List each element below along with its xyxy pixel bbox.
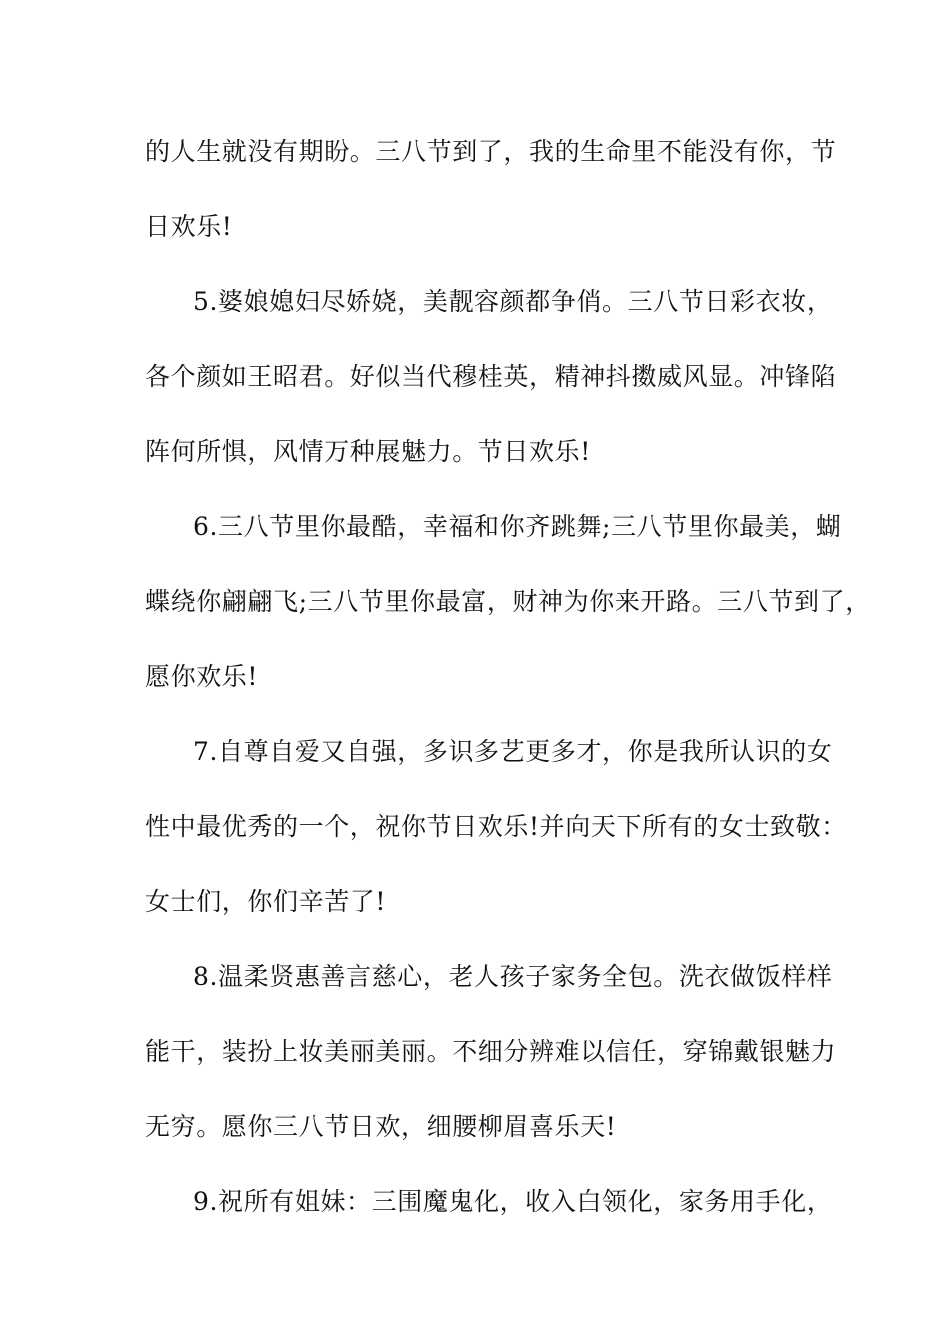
paragraph-9-start: 9.祝所有姐妹：三围魔鬼化，收入白领化，家务用手化， [193, 1187, 833, 1216]
text-line: 性中最优秀的一个，祝你节日欢乐!并向天下所有的女士致敬： [145, 812, 847, 841]
text-line: 日欢乐! [145, 212, 233, 241]
text-line: 无穷。愿你三八节日欢，细腰柳眉喜乐天! [145, 1112, 617, 1141]
text-line: 各个颜如王昭君。好似当代穆桂英，精神抖擞威风显。冲锋陷 [145, 362, 837, 391]
text-line: 女士们，你们辛苦了! [145, 887, 387, 916]
paragraph-6-start: 6.三八节里你最酷，幸福和你齐跳舞;三八节里你最美，蝴 [193, 512, 842, 541]
text-line: 阵何所惧，风情万种展魅力。节日欢乐! [145, 437, 591, 466]
paragraph-8-start: 8.温柔贤惠善言慈心，老人孩子家务全包。洗衣做饭样样 [193, 962, 833, 991]
paragraph-5-start: 5.婆娘媳妇尽娇娆，美靓容颜都争俏。三八节日彩衣妆， [193, 287, 833, 316]
text-line: 能干，装扮上妆美丽美丽。不细分辨难以信任，穿锦戴银魅力 [145, 1037, 837, 1066]
text-line: 的人生就没有期盼。三八节到了，我的生命里不能没有你，节 [145, 137, 837, 166]
text-line: 蝶绕你翩翩飞;三八节里你最富，财神为你来开路。三八节到了， [145, 587, 871, 616]
paragraph-7-start: 7.自尊自爱又自强，多识多艺更多才，你是我所认识的女 [193, 737, 833, 766]
text-line: 愿你欢乐! [145, 662, 259, 691]
